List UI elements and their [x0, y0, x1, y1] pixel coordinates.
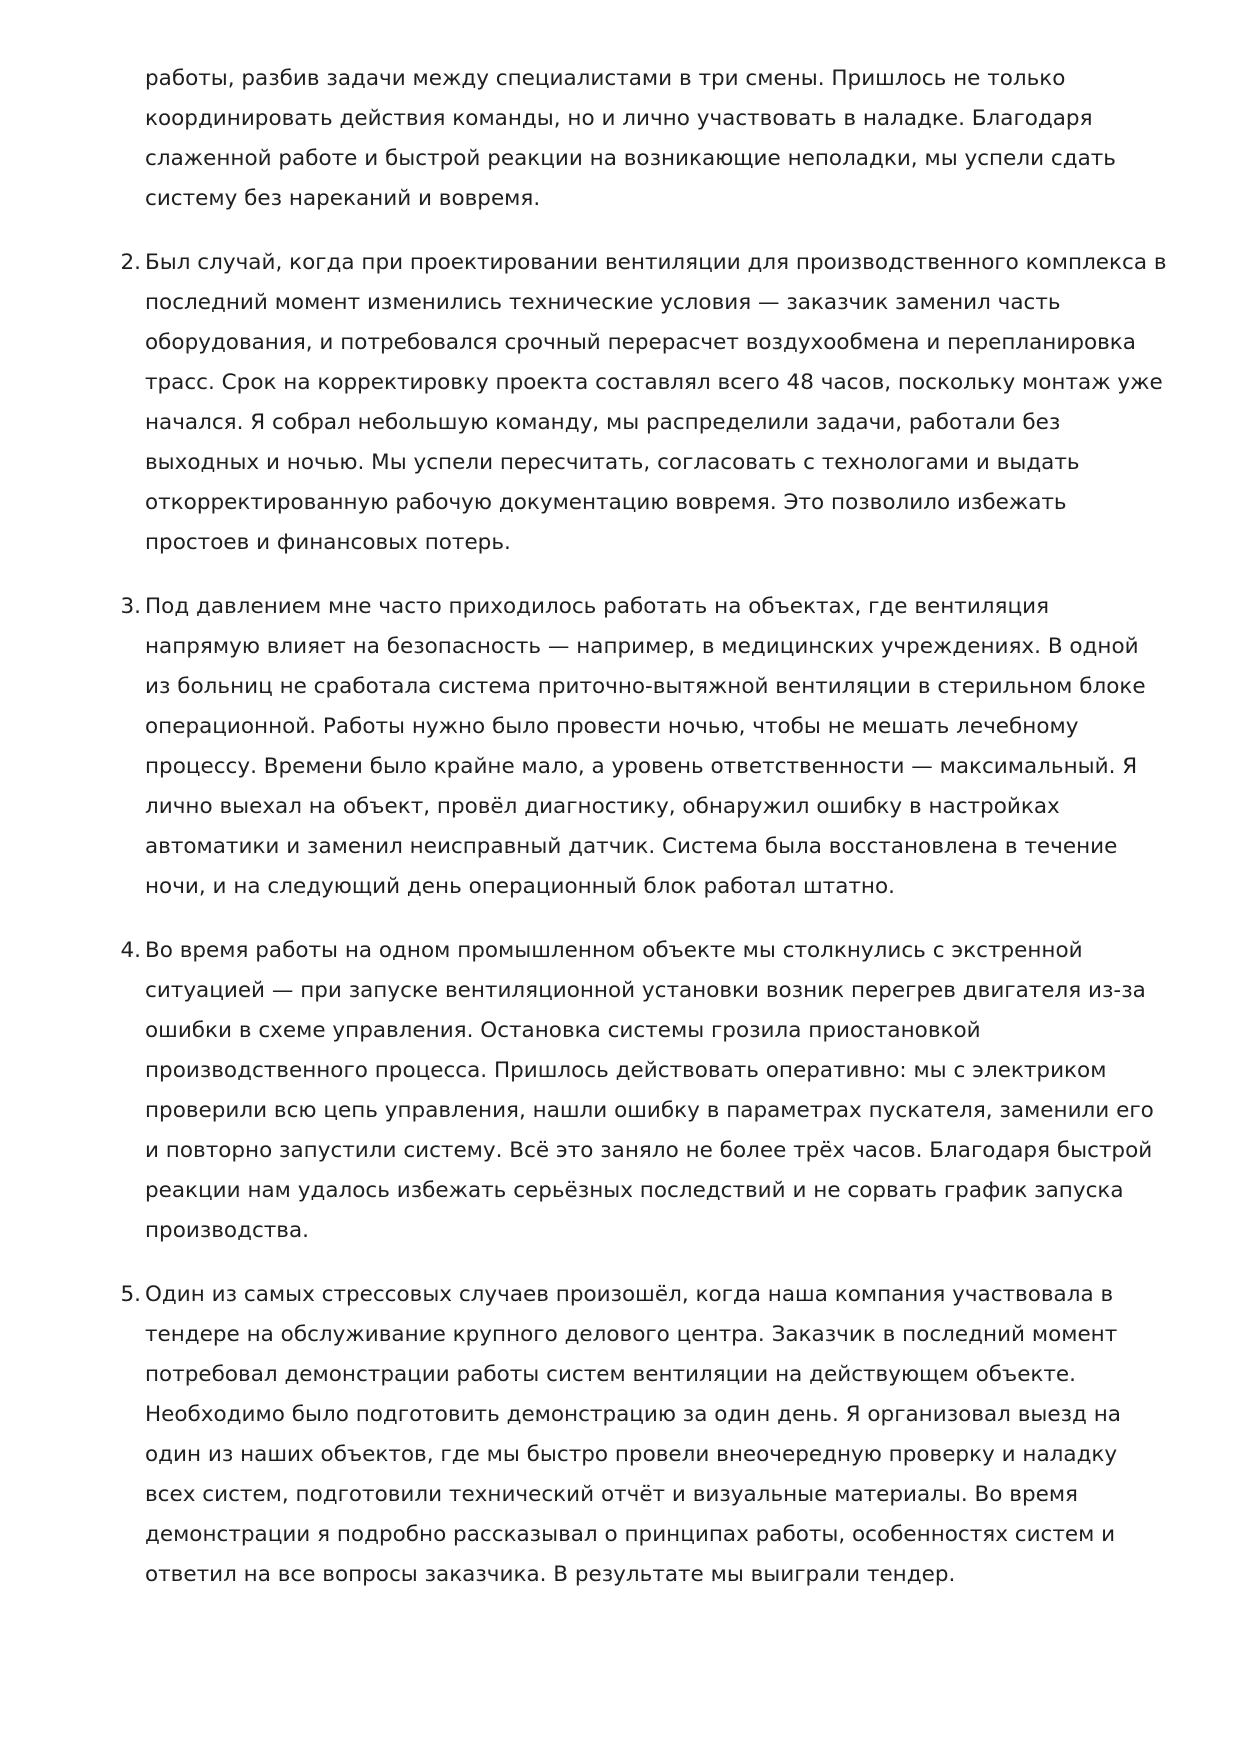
list-item-text: Во время работы на одном промышленном объекте мы столкнулись с экстренной ситуацией — при запуске вентиляционной установки возник перегрев двигателя из-за ошибки в схеме управления. Остановка системы грозила приостановкой производственного процесса. Пришлось действовать оперативно: мы с электриком проверили всю цепь управления, нашли ошибку в параметрах пускателя, заменили его и повторно запустили систему. Всё это заняло не более трёх часов. Благодаря быстрой реакции нам удалось избежать серьёзных последствий и не сорвать график запуска производства. — [145, 938, 1154, 1243]
list-item-number: 5. — [120, 1282, 141, 1307]
list-item-text: Был случай, когда при проектировании вентиляции для производственного комплекса в последний момент изменились технические условия — заказчик заменил часть оборудования, и потребовался срочный перерасчет воздухообмена и перепланировка трасс. Срок на корректировку проекта составлял всего 48 часов, поскольку монтаж уже начался. Я собрал небольшую команду, мы распределили задачи, работали без выходных и ночью. Мы успели пересчитать, согласовать с технологами и выдать откорректированную рабочую документацию вовремя. Это позволило избежать простоев и финансовых потерь. — [145, 250, 1167, 555]
list-item-text: Один из самых стрессовых случаев произошёл, когда наша компания участвовала в тендере на обслуживание крупного делового центра. Заказчик в последний момент потребовал демонстрации работы систем вентиляции на действующем объекте. Необходимо было подготовить демонстрацию за один день. Я организовал выезд на один из наших объектов, где мы быстро провели внеочередную проверку и наладку всех систем, подготовили технический отчёт и визуальные материалы. Во время демонстрации я подробно рассказывал о принципах работы, особенностях систем и ответил на все вопросы заказчика. В результате мы выиграли тендер. — [145, 1282, 1121, 1587]
list-item — [120, 587, 1169, 907]
list-item-number: 2. — [120, 250, 141, 275]
intro-paragraph: работы, разбив задачи между специалистами в три смены. Пришлось не только координировать действия команды, но и лично участвовать в наладке. Благодаря слаженной работе и быстрой реакции на возникающие неполадки, мы успели сдать систему без нареканий и вовремя. — [145, 66, 1116, 211]
numbered-list — [120, 243, 1169, 1595]
list-item-number: 3. — [120, 594, 141, 619]
list-item-number: 4. — [120, 938, 141, 963]
list-item — [120, 931, 1169, 1251]
list-item — [120, 1275, 1169, 1595]
list-item-text: Под давлением мне часто приходилось работать на объектах, где вентиляция напрямую влияет на безопасность — например, в медицинских учреждениях. В одной из больниц не сработала система приточно-вытяжной вентиляции в стерильном блоке операционной. Работы нужно было провести ночью, чтобы не мешать лечебному процессу. Времени было крайне мало, а уровень ответственности — максимальный. Я лично выехал на объект, провёл диагностику, обнаружил ошибку в настройках автоматики и заменил неисправный датчик. Система была восстановлена в течение ночи, и на следующий день операционный блок работал штатно. — [145, 594, 1146, 899]
list-item — [120, 243, 1169, 563]
